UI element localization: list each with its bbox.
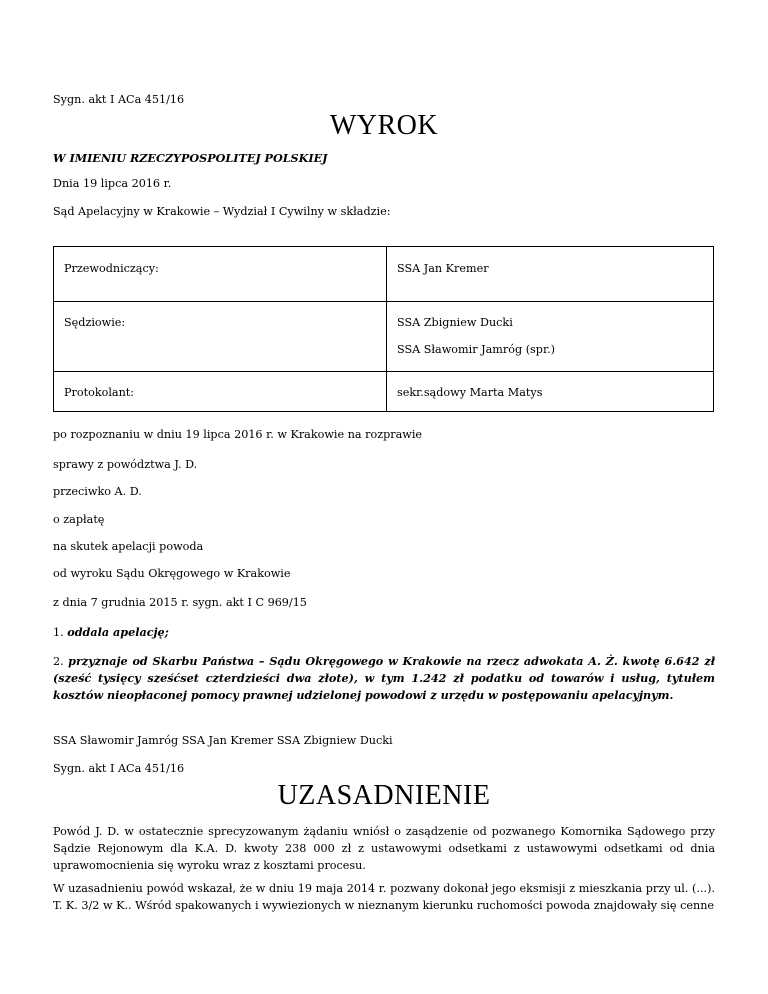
judge-name: SSA Sławomir Jamróg (spr.) [397,343,555,356]
composition-row-presiding [54,247,714,302]
presiding-value: SSA Jan Kremer [387,247,714,302]
ruling-number: 1. [53,626,64,639]
proceeding-line: z dnia 7 grudnia 2015 r. sygn. akt I C 969/15 [53,596,307,609]
composition-row-judges [54,302,714,372]
clerk-value: sekr.sądowy Marta Matys [387,372,714,412]
composition-table [53,246,714,412]
composition-row-clerk [54,372,714,412]
judges-values [387,302,714,372]
judges-signatures: SSA Sławomir Jamróg SSA Jan Kremer SSA Zbigniew Ducki [53,734,393,747]
in-the-name-heading: W IMIENIU RZECZYPOSPOLITEJ POLSKIEJ [53,151,328,165]
proceeding-line: na skutek apelacji powoda [53,540,204,553]
justification-paragraph: Powód J. D. w ostatecznie sprecyzowanym żądaniu wniósł o zasądzenie od pozwanego Komornika Sądowego przy Sądzie Rejonowym dla K.A. D. kwoty 238 000 zł z ustawowymi odsetkami z ustawowymi odsetkami od dnia uprawomocnienia się wyroku wraz z kosztami procesu. [53,825,715,872]
proceeding-line: od wyroku Sądu Okręgowego w Krakowie [53,567,291,580]
proceeding-line: po rozpoznaniu w dniu 19 lipca 2016 r. w Krakowie na rozprawie [53,428,423,441]
ruling-number: 2. [53,655,64,668]
justification-paragraph: W uzasadnieniu powód wskazał, że w dniu 19 maja 2014 r. pozwany dokonał jego eksmisji z mieszkania przy ul. (...). T. K. 3/2 w K.. Wśród spakowanych i wywiezionych w nieznanym kierunku ruchomości powoda znajdowały się cenne [53,882,715,912]
judges-label: Sędziowie: [54,302,387,372]
proceeding-line: przeciwko A. D. [53,485,142,498]
presiding-label: Przewodniczący: [54,247,387,302]
case-number: Sygn. akt I ACa 451/16 [53,93,185,106]
proceeding-line: o zapłatę [53,513,105,526]
ruling-item [53,624,169,641]
clerk-label: Protokolant: [54,372,387,412]
ruling-text: przyznaje od Skarbu Państwa – Sądu Okręgowego w Krakowie na rzecz adwokata A. Ż. kwotę 6.642 zł (sześć tysięcy sześćset czterdzieści dwa złote), w tym 1.242 zł podatku od towarów i usług, tytułem kosztów nieopłaconej pomocy prawnej udzielonej powodowi z urzędu w postępowaniu apelacyjnym. [53,654,715,702]
verdict-title: WYROK [329,110,439,141]
proceeding-line: sprawy z powództwa J. D. [53,458,198,471]
ruling-item [53,653,715,704]
justification-case-number: Sygn. akt I ACa 451/16 [53,762,185,775]
ruling-text: oddala apelację; [67,625,169,639]
judge-name: SSA Zbigniew Ducki [397,316,513,329]
justification-title: UZASADNIENIE [277,780,491,811]
court-composition-intro: Sąd Apelacyjny w Krakowie – Wydział I Cywilny w składzie: [53,205,391,218]
verdict-date: Dnia 19 lipca 2016 r. [53,177,172,190]
